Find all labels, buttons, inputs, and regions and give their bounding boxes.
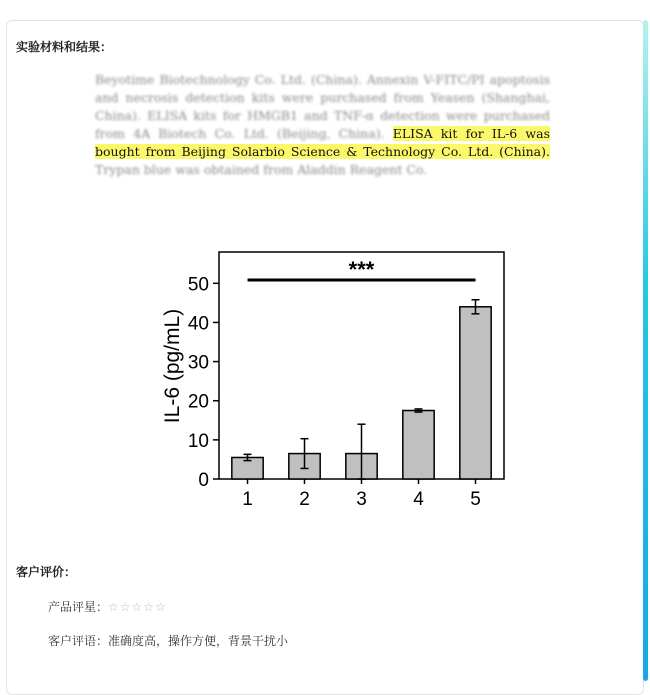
excerpt-highlight: ELISA kit for IL-6 was bought from Beijing Solarbio Science & Technology Co. Ltd. (China). bbox=[95, 126, 550, 159]
comment-row bbox=[48, 632, 288, 649]
review-heading: 客户评价： bbox=[16, 565, 77, 579]
y-tick-label: 20 bbox=[187, 391, 209, 413]
comment-label: 客户评语： bbox=[48, 634, 109, 648]
rating-label: 产品评星： bbox=[48, 600, 109, 614]
comment-text: 准确度高，操作方便，背景干扰小 bbox=[108, 634, 289, 648]
rating-row bbox=[48, 598, 167, 615]
il6-bar-chart bbox=[135, 248, 515, 518]
paper-excerpt bbox=[95, 71, 550, 179]
x-tick-label: 3 bbox=[356, 489, 367, 510]
excerpt-blurred-tail: Trypan blue was obtained from Aladdin Reagent Co. bbox=[95, 162, 428, 177]
rating-stars-icon: ☆☆☆☆☆ bbox=[108, 600, 167, 614]
y-tick-label: 10 bbox=[187, 430, 209, 452]
y-tick-label: 50 bbox=[187, 274, 209, 296]
y-tick-label: 30 bbox=[187, 352, 209, 374]
excerpt-blurred-lead: Beyotime Biotechnology Co. Ltd. (China). Annexin V-FITC/PI apoptosis and necrosis detection kits were purchased from Yeasen (Shanghai, China). ELISA kits for HMGB1 and TNF-α detection were purchased from 4A Biotech Co. Ltd. (Beijing, China). bbox=[95, 72, 550, 141]
x-tick-label: 5 bbox=[470, 489, 481, 510]
significance-label: *** bbox=[348, 257, 375, 282]
y-tick-label: 40 bbox=[187, 313, 209, 335]
bar bbox=[460, 307, 491, 479]
y-axis-label: IL-6 (pg/mL) bbox=[161, 308, 184, 424]
x-tick-label: 2 bbox=[299, 489, 310, 510]
x-tick-label: 1 bbox=[242, 489, 253, 510]
scroll-indicator[interactable] bbox=[643, 20, 648, 681]
x-tick-label: 4 bbox=[413, 489, 424, 510]
y-tick-label: 0 bbox=[198, 470, 209, 491]
materials-heading: 实验材料和结果： bbox=[16, 40, 113, 54]
bar bbox=[403, 411, 434, 479]
